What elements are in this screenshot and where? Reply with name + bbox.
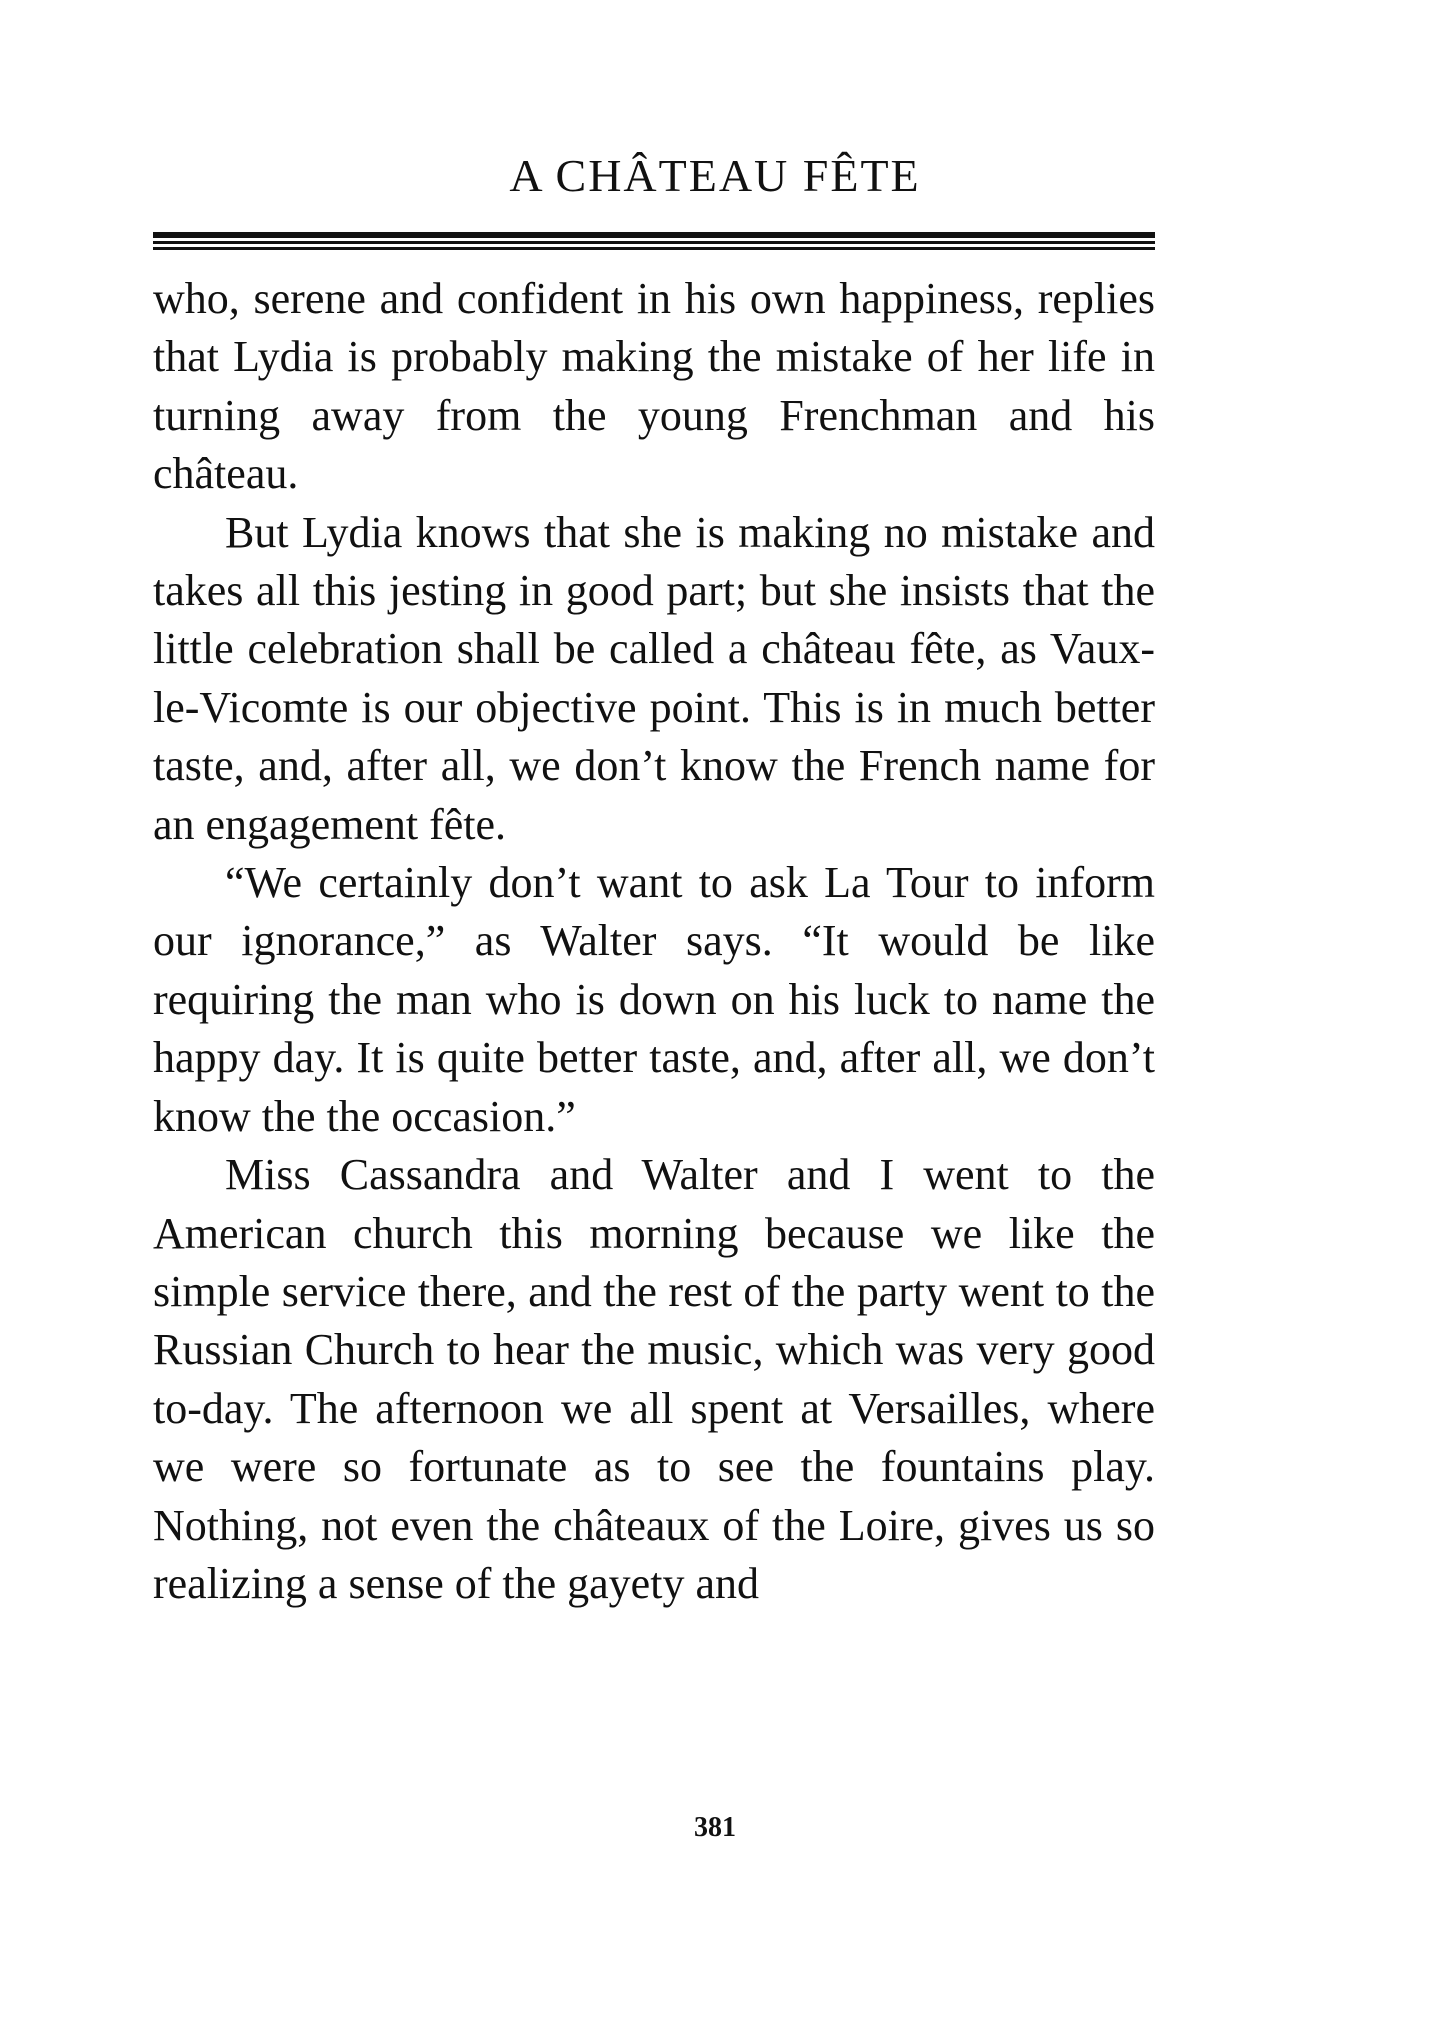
header-rule-thin-lower <box>153 247 1155 250</box>
paragraph: “We certainly don’t want to ask La Tour to inform our ignorance,” as Walter says. “It would be like requiring the man who is down on his luck to name the happy day. It is quite better taste, and, after all, we don’t know the the occasion.” <box>153 858 1155 1141</box>
header-rule-thin <box>153 241 1155 244</box>
running-head: A CHÂTEAU FÊTE <box>509 150 921 201</box>
header-rule-thick <box>153 232 1155 238</box>
paragraph: Miss Cassandra and Walter and I went to the American church this morning because we like the simple service there, and the rest of the party went to the Russian Church to hear the music, which was very good to-day. The afternoon we all spent at Versailles, where we were so fortunate as to see the fountains play. Nothing, not even the châteaux of the Loire, gives us so realizing a sense of the gayety and <box>153 1150 1155 1608</box>
paragraph: But Lydia knows that she is making no mistake and takes all this jesting in good part; but she insists that the little celebration shall be called a château fête, as Vaux-le-Vicomte is our objective point. This is in much better taste, and, after all, we don’t know the French name for an engagement fête. <box>153 507 1155 849</box>
body-text <box>153 270 1155 1613</box>
paragraph: who, serene and confident in his own happiness, replies that Lydia is probably making the mistake of her life in turning away from the young Frenchman and his château. <box>153 274 1155 499</box>
page-number: 381 <box>694 1812 736 1843</box>
